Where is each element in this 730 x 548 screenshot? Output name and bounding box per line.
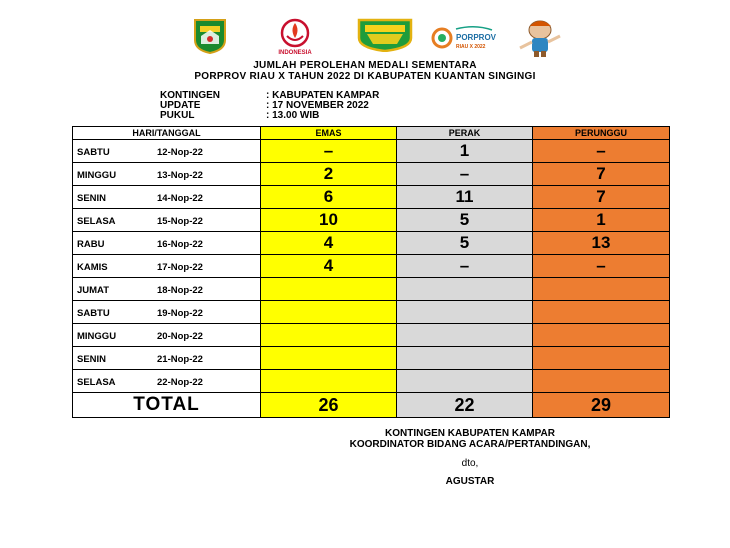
gold-count: 2 — [261, 163, 397, 186]
day-date: 12-Nop-22 — [157, 147, 203, 158]
meta-value: : KABUPATEN KAMPAR — [266, 90, 380, 101]
meta-value: : 17 NOVEMBER 2022 — [266, 100, 369, 111]
day-name: SABTU — [77, 147, 110, 158]
silver-count — [397, 301, 533, 324]
koni-logo-text: INDONESIA — [278, 50, 312, 56]
day-name: MINGGU — [77, 331, 117, 342]
silver-count: 11 — [397, 186, 533, 209]
silver-count: 5 — [397, 209, 533, 232]
bronze-count — [533, 301, 670, 324]
header-bronze: PERUNGGU — [533, 127, 670, 140]
day-date: 20-Nop-22 — [157, 331, 203, 342]
porprov-logo-subtext: RIAU X 2022 — [456, 44, 486, 50]
silver-count: 1 — [397, 140, 533, 163]
day-cell — [73, 209, 261, 232]
day-cell — [73, 186, 261, 209]
meta-pukul — [160, 110, 319, 121]
day-date: 17-Nop-22 — [157, 262, 203, 273]
table-row — [73, 209, 670, 232]
day-name: JUMAT — [77, 285, 110, 296]
signature-line-1: KONTINGEN KABUPATEN KAMPAR — [385, 428, 555, 439]
day-name: SABTU — [77, 308, 110, 319]
header-day: HARI/TANGGAL — [73, 127, 261, 140]
day-cell — [73, 301, 261, 324]
kuantan-singingi-emblem — [357, 18, 413, 52]
meta-label: KONTINGEN — [160, 90, 220, 101]
gold-count: – — [261, 140, 397, 163]
total-row — [73, 393, 670, 418]
day-date: 18-Nop-22 — [157, 285, 203, 296]
day-cell — [73, 255, 261, 278]
day-cell — [73, 163, 261, 186]
day-cell — [73, 232, 261, 255]
porprov-logo-text: PORPROV — [456, 33, 497, 42]
gold-count — [261, 347, 397, 370]
day-cell — [73, 278, 261, 301]
header-silver: PERAK — [397, 127, 533, 140]
table-row — [73, 301, 670, 324]
day-cell — [73, 370, 261, 393]
report-subtitle: PORPROV RIAU X TAHUN 2022 DI KABUPATEN KUANTAN SINGINGI — [194, 71, 536, 82]
bronze-count — [533, 370, 670, 393]
gold-count — [261, 370, 397, 393]
day-name: KAMIS — [77, 262, 108, 273]
gold-count: 6 — [261, 186, 397, 209]
signature-line-2: KOORDINATOR BIDANG ACARA/PERTANDINGAN, — [349, 439, 591, 450]
silver-count: – — [397, 163, 533, 186]
gold-count: 4 — [261, 255, 397, 278]
meta-label: PUKUL — [160, 110, 195, 121]
total-bronze: 29 — [533, 393, 670, 418]
day-date: 13-Nop-22 — [157, 170, 203, 181]
meta-value: : 13.00 WIB — [266, 110, 320, 121]
silver-count: 5 — [397, 232, 533, 255]
logo-bar — [0, 18, 730, 58]
day-date: 15-Nop-22 — [157, 216, 203, 227]
table-header-row — [73, 127, 670, 140]
bronze-count: 7 — [533, 186, 670, 209]
bronze-count: 13 — [533, 232, 670, 255]
day-cell — [73, 347, 261, 370]
bronze-count: – — [533, 140, 670, 163]
table-row — [73, 370, 670, 393]
bronze-count: 7 — [533, 163, 670, 186]
day-name: SELASA — [77, 216, 116, 227]
signature-dto: dto, — [461, 458, 479, 469]
table-row — [73, 140, 670, 163]
table-row — [73, 255, 670, 278]
report-title: JUMLAH PEROLEHAN MEDALI SEMENTARA — [253, 60, 477, 71]
medal-table — [72, 126, 670, 418]
day-date: 22-Nop-22 — [157, 377, 203, 388]
day-name: SENIN — [77, 193, 107, 204]
silver-count: – — [397, 255, 533, 278]
gold-count — [261, 324, 397, 347]
day-date: 21-Nop-22 — [157, 354, 203, 365]
gold-count — [261, 301, 397, 324]
table-row — [73, 347, 670, 370]
silver-count — [397, 324, 533, 347]
gold-count: 10 — [261, 209, 397, 232]
table-row — [73, 232, 670, 255]
bronze-count — [533, 278, 670, 301]
gold-count: 4 — [261, 232, 397, 255]
porprov-riau-x-2022-mascot-logo — [430, 18, 565, 58]
silver-count — [397, 347, 533, 370]
signature-name: AGUSTAR — [445, 476, 495, 487]
day-name: SELASA — [77, 377, 116, 388]
silver-count — [397, 370, 533, 393]
total-silver: 22 — [397, 393, 533, 418]
riau-province-emblem — [193, 18, 227, 54]
table-row — [73, 163, 670, 186]
silver-count — [397, 278, 533, 301]
day-cell — [73, 324, 261, 347]
bronze-count: 1 — [533, 209, 670, 232]
bronze-count: – — [533, 255, 670, 278]
day-name: RABU — [77, 239, 105, 250]
table-row — [73, 324, 670, 347]
gold-count — [261, 278, 397, 301]
day-date: 19-Nop-22 — [157, 308, 203, 319]
table-body — [73, 140, 670, 393]
table-row — [73, 278, 670, 301]
table-row — [73, 186, 670, 209]
day-date: 14-Nop-22 — [157, 193, 203, 204]
header-gold: EMAS — [261, 127, 397, 140]
day-name: MINGGU — [77, 170, 117, 181]
koni-indonesia-emblem — [273, 18, 317, 56]
day-name: SENIN — [77, 354, 107, 365]
total-gold: 26 — [261, 393, 397, 418]
bronze-count — [533, 347, 670, 370]
bronze-count — [533, 324, 670, 347]
day-cell — [73, 140, 261, 163]
meta-label: UPDATE — [160, 100, 201, 111]
day-date: 16-Nop-22 — [157, 239, 203, 250]
total-label: TOTAL — [73, 393, 261, 418]
